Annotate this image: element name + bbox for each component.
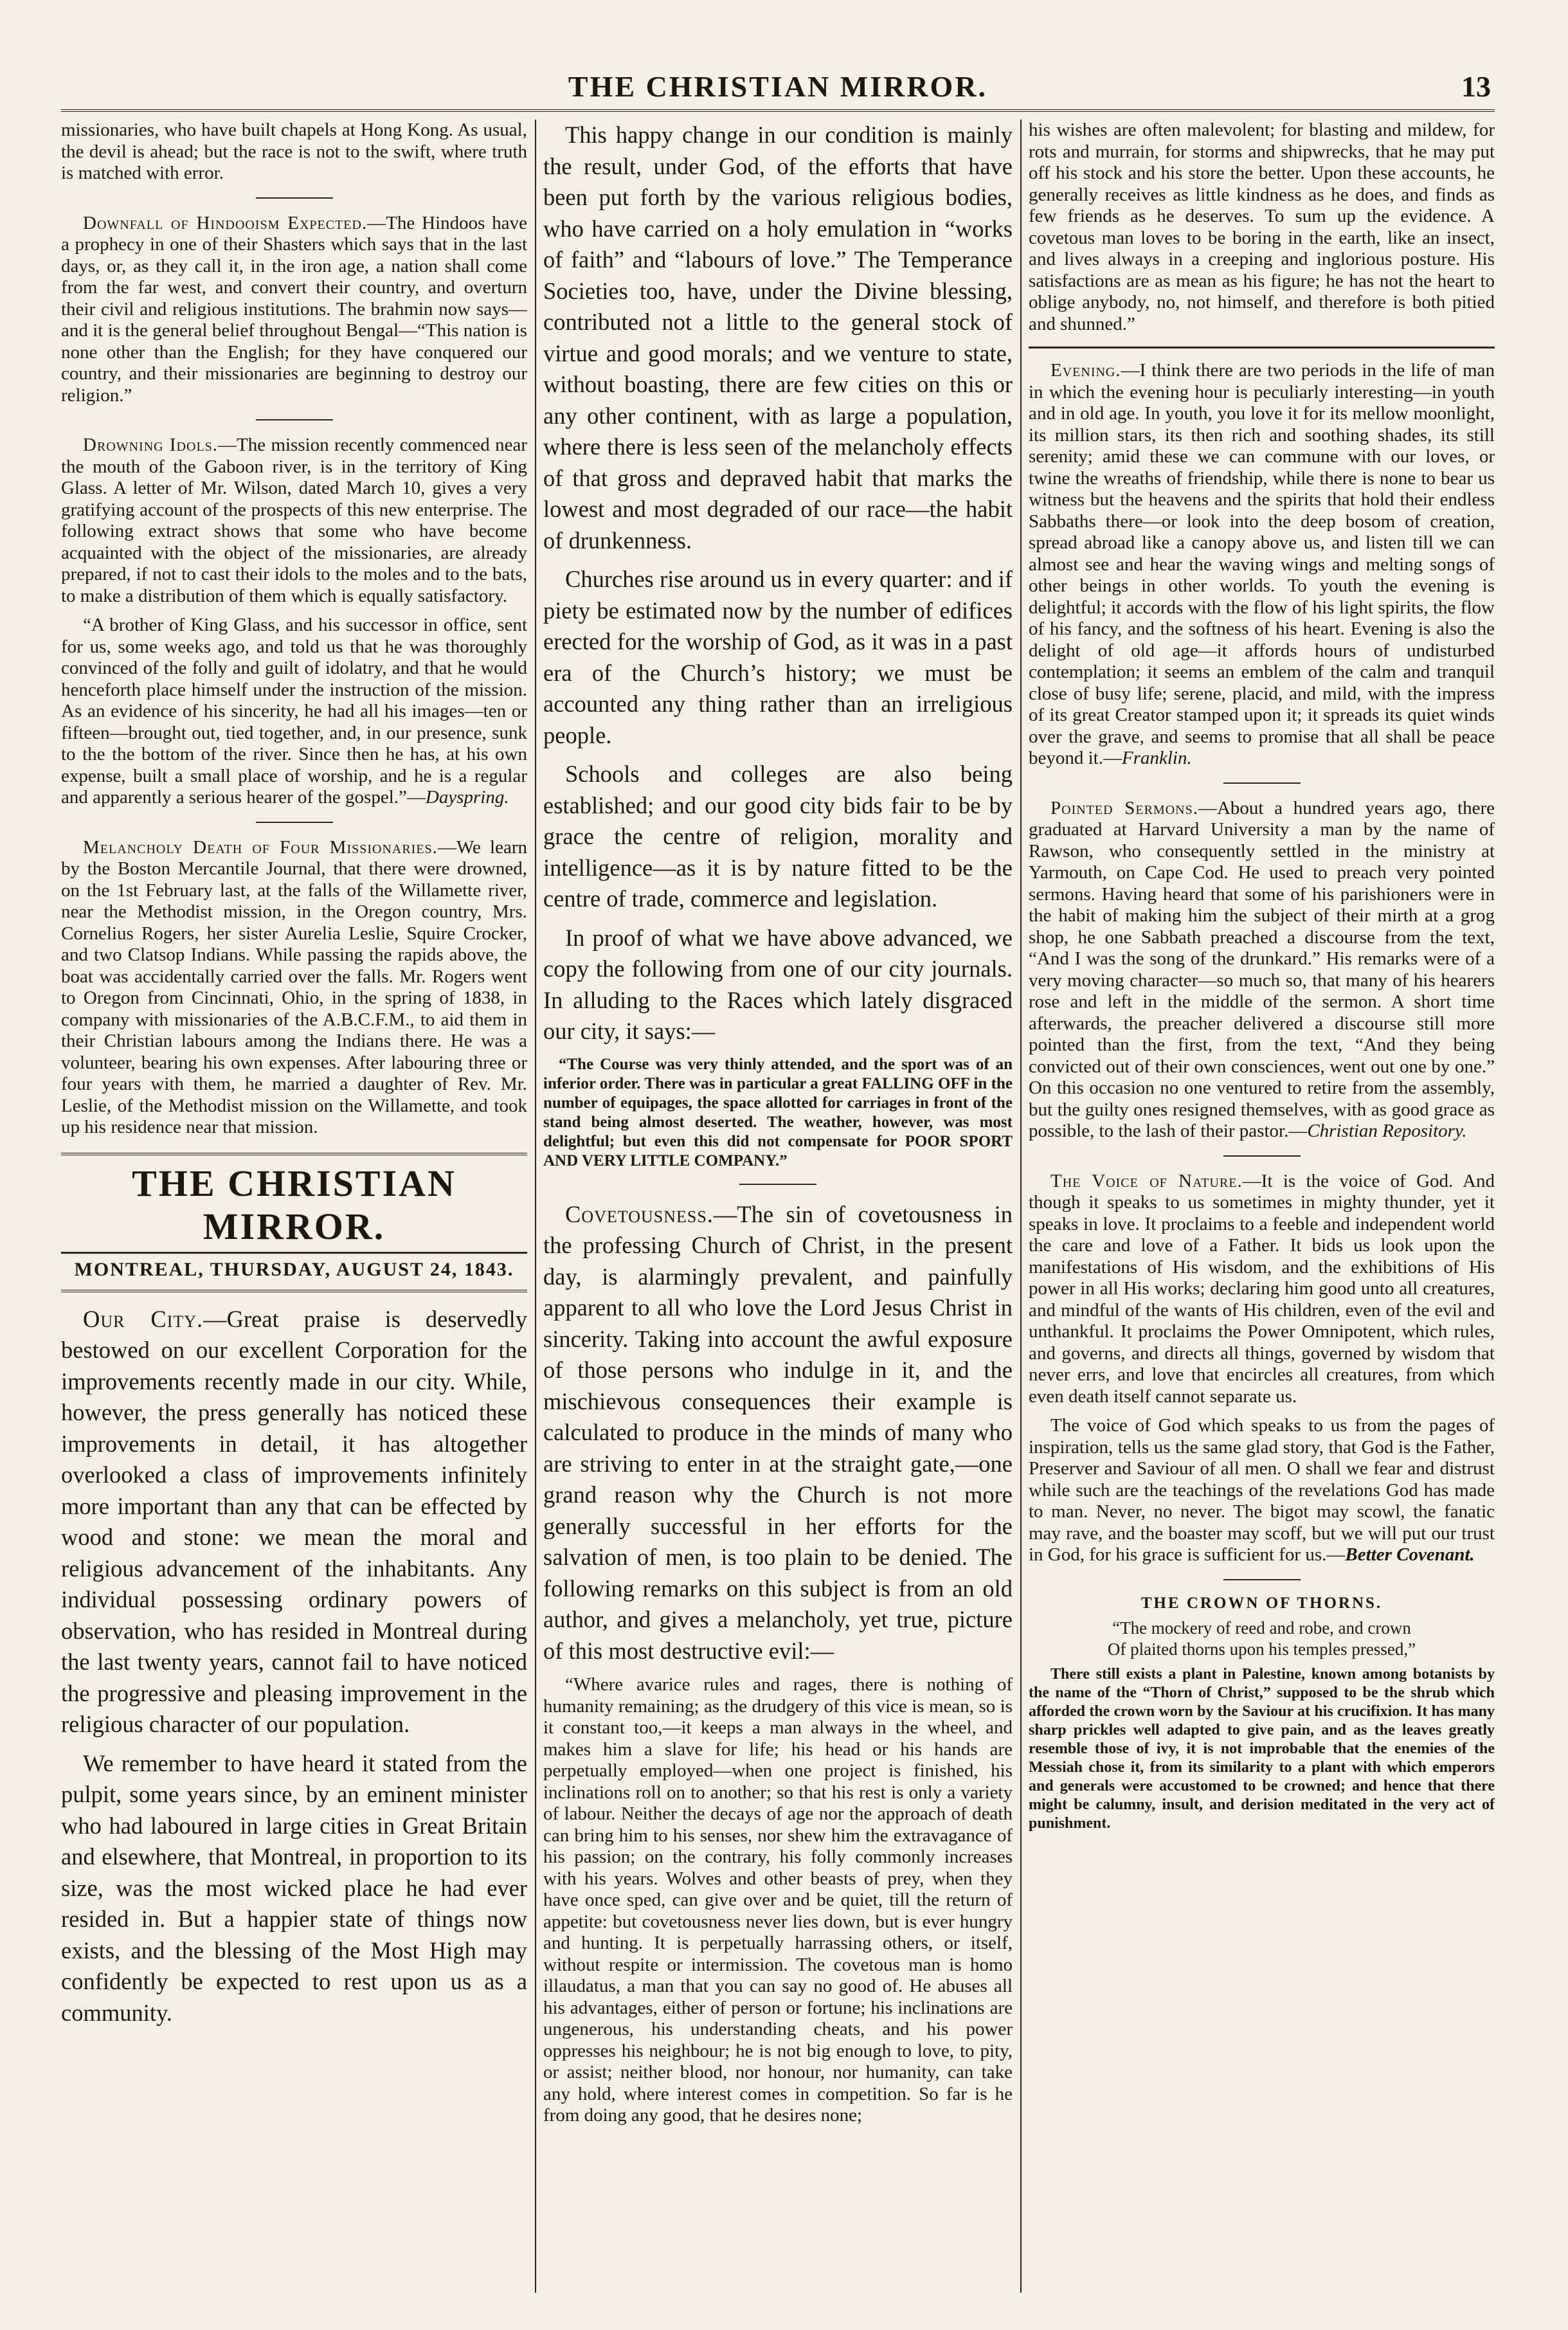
source-credit: Better Covenant. [1345, 1544, 1475, 1565]
dateline-rule [61, 1290, 527, 1292]
running-title: THE CHRISTIAN MIRROR. [568, 70, 988, 103]
masthead-rule [61, 1252, 527, 1254]
article-paragraph: missionaries, who have built chapels at Hong Kong. As usual, the devil is ahead; but the race is not to the swift, where truth is matched with error. [61, 120, 527, 183]
covetousness-quote: “Where avarice rules and rages, there is nothing of humanity remaining; as the drudgery of this vice is mean, so is it constant too,—it keeps a man always in the wheel, and makes him a slave for life; his head or his hands are perpetually employed—when one project is finished, his inclinations roll on to another; so that his rest is only a variety of labour. Neither the decays of age nor the approach of death can bring him to his senses, nor shew him the extravagance of his passion; on the contrary, his folly commonly increases with his years. Wolves and other beasts of prey, when they have once sped, can give over and be quiet, till the return of appetite: but covetousness never lies down, but is ever hungry and hunting. It is perpetually harrassing others, or itself, without respite or intermission. The covetous man is homo illaudatus, a man that you can say no good of. He abuses all his advantages, either of person or fortune; his inclinations are ungenerous, his understanding cheats, and his power oppresses his neighbour; he is not big enough to love, to pity, or assist; neither blood, nor honour, nor humanity, can take any hold, where interest comes in competition. So far is he from doing any good, that he desires none; [543, 1674, 1013, 2126]
article-covetousness [543, 1199, 1013, 1667]
separator [256, 197, 333, 199]
source-credit: Franklin. [1122, 748, 1192, 768]
article-heading: Downfall of Hindooism Expected. [83, 212, 368, 233]
page-number: 13 [1461, 70, 1491, 103]
article-body: —Great praise is deservedly bestowed on our excellent Corporation for the improvements recently made in our city. While, however, the press generally has noticed these improvements in detail, it has altogether overlooked a class of improvements infinitely more important than any that can be effected by wood and stone: we mean the moral and religious advancement of the inhabitants. Any individual possessing ordinary powers of observation, who has resided in Montreal during the last twenty years, cannot fail to have noticed the progressive and pleasing improvement in the religious character of our population. [61, 1305, 527, 1737]
separator [256, 822, 333, 823]
article-body: —We learn by the Boston Mercantile Journal, that there were drowned, on the 1st February last, at the falls of the Willamette river, near the Methodist mission, in the Oregon country, Mrs. Cornelius Rogers, her sister Aurelia Leslie, Squire Crocker, and two Clatsop Indians. While passing the rapids above, the boat was accidentally carried over the falls. Mr. Rogers went to Oregon from Cincinnati, Ohio, in the spring of 1838, in company with missionaries of the A.B.C.F.M., to aid them in their Christian labours among the Indians there. He was a volunteer, bearing his own expenses. After labouring three or four years with them, he married a daughter of Rev. Mr. Leslie, of the Methodist mission on the Willamette, and took up his residence near that mission. [61, 836, 527, 1137]
crown-of-thorns-title: THE CROWN OF THORNS. [1140, 1594, 1383, 1612]
article-heading: Drowning Idols. [83, 435, 219, 455]
article-body: —About a hundred years ago, there graduated at Harvard University a man by the name of Rawson, who consequently settled in the ministry at Yarmouth, on Cape Cod. He used to preach very pointed sermons. Having heard that some of his parishioners were in the habit of making him the subject of their mirth at a grog shop, he one Sabbath preached a discourse from the text, “And I was the song of the drunkard.” His remarks were of a very moving character—so much so, that many of his hearers rose and left in the middle of the sermon. A short time afterwards, the preacher delivered a discourse still more pointed than the first, from the text, “And they being convicted out of their own consciences, went out one by one.” On this occasion no one ventured to retire from the assembly, but the guilty ones resigned themselves, with as good grace as possible, to the lash of their pastor.— [1029, 797, 1495, 1141]
column-rule [1020, 120, 1022, 2293]
separator [1223, 782, 1301, 784]
article-evening [1029, 360, 1495, 770]
dateline: MONTREAL, THURSDAY, AUGUST 24, 1843. [74, 1258, 514, 1280]
quote-text: “The Course was very thinly attended, and the sport was of an inferior order. There was in particular a great FALLING OFF in the number of equipages, the space allotted for carriages in front of the stand being almost deserted. The weather, however, was most delightful; but even this did not compensate for POOR SPORT AND VERY LITTLE COMPANY.” [543, 1055, 1013, 1170]
races-quote [543, 1055, 1013, 1171]
article-paragraph: Churches rise around us in every quarter: and if piety be estimated now by the number of edifices erected for the worship of God, as it was in a past era of the Church’s history; we must be accounted any thing rather than an irreligious people. [543, 566, 1013, 748]
page-header [61, 68, 1495, 112]
article-heading: Pointed Sermons. [1050, 797, 1198, 818]
article-heading: Evening. [1050, 360, 1121, 381]
article-drowning [61, 435, 527, 607]
article-heading: Melancholy Death of Four Missionaries. [83, 836, 438, 858]
article-body: —The Hindoos have a prophecy in one of their Shasters which says that in the last days, or, as they call it, in the iron age, a nation shall come from the far west, and convert their country, and overturn their civil and religious institutions. The brahmin now says—and it is the general belief throughout Bengal—“This nation is none other than the English; for they have conquered our country, and their missionaries are beginning to destroy our religion.” [61, 212, 527, 406]
article-heading: The Voice of Nature. [1050, 1170, 1243, 1191]
column-rule [535, 120, 536, 2293]
quote-text: “A brother of King Glass, and his successor in office, sent for us, some weeks ago, and told us that he was thoroughly convinced of the folly and guilt of idolatry, and that he would henceforth place himself under the instruction of the mission. As an evidence of his sincerity, he had all his images—ten or fifteen—brought out, tied together, and, in our presence, sunk to the the bottom of the river. Since then he has, at his own expense, built a small place of worship, and he is a regular and apparently a serious hearer of the gospel.”— [61, 615, 527, 808]
column-2 [543, 120, 1013, 2293]
article-body: The voice of God which speaks to us from the pages of inspiration, tells us the same glad story, that God is the Father, Preserver and Saviour of all men. O shall we fear and distrust while such are the teachings of the revelations God has made to man. Never, no never. The bigot may scowl, the fanatic may rave, and the boaster may scoff, but we will put our trust in God, for his grace is sufficient for us.— [1029, 1415, 1495, 1565]
article-paragraph: In proof of what we have above advanced, we copy the following from one of our city journals. In alluding to the Races which lately disgraced our city, it says:— [543, 924, 1013, 1044]
article-melancholy [61, 837, 527, 1139]
article-paragraph: We remember to have heard it stated from the pulpit, some years since, by an eminent minister who had laboured in large cities in Great Britain and elsewhere, that Montreal, in proportion to its size, was the most wicked place he had ever resided in. But a happier state of things now exists, and the blessing of the Most High may confidently be expected to rest upon us as a community. [61, 1749, 527, 2026]
article-body: —It is the voice of God. And though it speaks to us sometimes in mighty thunder, yet it speaks in love. It proclaims to a feeble and independent world the care and love of a Father. It bids us look upon the manifestations of His wisdom, and the exhibitions of His power in all His works; declaring him good unto all creatures, and mindful of the wants of His children, even of the evil and unthankful. It proclaims the Power Omnipotent, which rules, and governs, and directs all things, governed by wisdom that never errs, and love that encircles all creatures, from which even death itself cannot separate us. [1029, 1170, 1495, 1407]
verse-line: Of plaited thorns upon his temples pressed,” [1107, 1639, 1416, 1659]
article-body: —I think there are two periods in the life of man in which the evening hour is peculiarly interesting—in youth and in old age. In youth, you love it for its mellow moonlight, its million stars, its then rich and soothing shades, its still serenity; amid these we can commune with our loves, or twine the wreaths of friendship, while there is none to bear us witness but the heavens and the spirits that hold their endless Sabbaths there—or look into the deep bosom of creation, spread abroad like a canopy above us, and listen till we can almost see and hear the waving wings and melting songs of other beings in other worlds. To youth the evening is delightful; it accords with the flow of his light spirits, the flow of his fancy, and the softness of his heart. Evening is also the delight of old age—it affords hours of undisturbed contemplation; it seems an emblem of the calm and tranquil close of busy life; serene, placid, and mild, with the impress of its great Creator stamped upon it; it spreads its quiet winds over the grave, and seems to promise that all shall be peace beyond it.— [1029, 360, 1495, 768]
column-1 [61, 120, 527, 2293]
section-rule [1029, 347, 1495, 348]
article-heading: Our City. [83, 1305, 204, 1332]
article-paragraph: his wishes are often malevolent; for blasting and mildew, for rots and murrain, for storms and shipwrecks, that he may put off his stock and his store the better. Upon these accounts, he generally receives as little kindness as he does, and finds as few friends as he deserves. To sum up the evidence. A covetous man loves to be boring in the earth, like an insect, and lives always in a creeping and inglorious posture. His satisfactions are as mean as his figure; he has not the heart to oblige anybody, no, not himself, and therefore is both pitied and shunned.” [1029, 120, 1495, 334]
article-heading: Covetousness. [565, 1200, 714, 1227]
column-3 [1029, 120, 1495, 2293]
separator [256, 419, 333, 420]
separator [739, 1184, 816, 1185]
article-pointed-sermons [1029, 798, 1495, 1142]
separator [1223, 1155, 1301, 1157]
crown-of-thorns-note [1029, 1665, 1495, 1833]
article-paragraph: This happy change in our condition is mainly the result, under God, of the efforts that have been put forth by the various religious bodies, who have carried on a holy emulation in “works of faith” and “labours of love.” The Temperance Societies too, have, under the Divine blessing, contributed not a little to the general stock of virtue and good morals; and we venture to state, without boasting, there are few cities on this or any other continent, with as large a population, where there is less seen of the melancholy effects of that gross and depraved habit that marks the lowest and most degraded of our race—the habit of drunkenness. [543, 122, 1013, 554]
article-downfall [61, 213, 527, 407]
article-body: —The mission recently commenced near the mouth of the Gaboon river, is in the territory of King Glass. A letter of Mr. Wilson, dated March 10, gives a very gratifying account of the prospects of this new enterprise. The following extract shows that some who have become acquainted with the object of the missionaries, are already prepared, if not to cast their idols to the moles and to the bats, to make a distribution of them which is equally satisfactory. [61, 435, 527, 606]
verse-line: “The mockery of reed and robe, and crown [1112, 1618, 1411, 1638]
article-our-city [61, 1304, 527, 1740]
article-paragraph: Schools and colleges are also being established; and our good city bids fair to be by grace the centre of religion, morality and intelligence—as it is by nature fitted to be the centre of trade, commerce and legislation. [543, 761, 1013, 912]
source-credit: Dayspring. [425, 787, 509, 808]
article-body: There still exists a plant in Palestine, known among botanists by the name of the “Thorn of Christ,” supposed to be the shrub which afforded the crown worn by the Saviour at his crucifixion. It has many sharp prickles well adapted to give pain, and as the leaves greatly resemble those of ivy, it is not improbable that the enemies of the Messiah chose it, from its similarity to a plant with which emperors and generals were accustomed to be crowned; and hence that there might be calumny, insult, and derision meditated in the very act of punishment. [1029, 1665, 1495, 1832]
separator [1223, 1579, 1301, 1580]
masthead: THE CHRISTIAN MIRROR. [132, 1162, 456, 1247]
source-credit: Christian Repository. [1307, 1121, 1467, 1141]
article-quote [61, 615, 527, 809]
article-body: —The sin of covetousness in the professing Church of Christ, in the present day, is alarmingly prevalent, and painfully apparent to all who love the Lord Jesus Christ in sincerity. Taking into account the awful exposure of those persons who indulge in it, and the mischievous consequences their example is calculated to produce in the minds of many who are striving to enter in at the straight gate,—one grand reason why the Church is not more generally successful in her efforts for the salvation of men, is too plain to be denied. The following remarks on this subject is from an old author, and gives a melancholy, yet true, picture of this most destructive evil:— [543, 1200, 1013, 1664]
article-paragraph [1029, 1415, 1495, 1566]
masthead-rule [61, 1153, 527, 1155]
article-voice-of-nature [1029, 1171, 1495, 1408]
